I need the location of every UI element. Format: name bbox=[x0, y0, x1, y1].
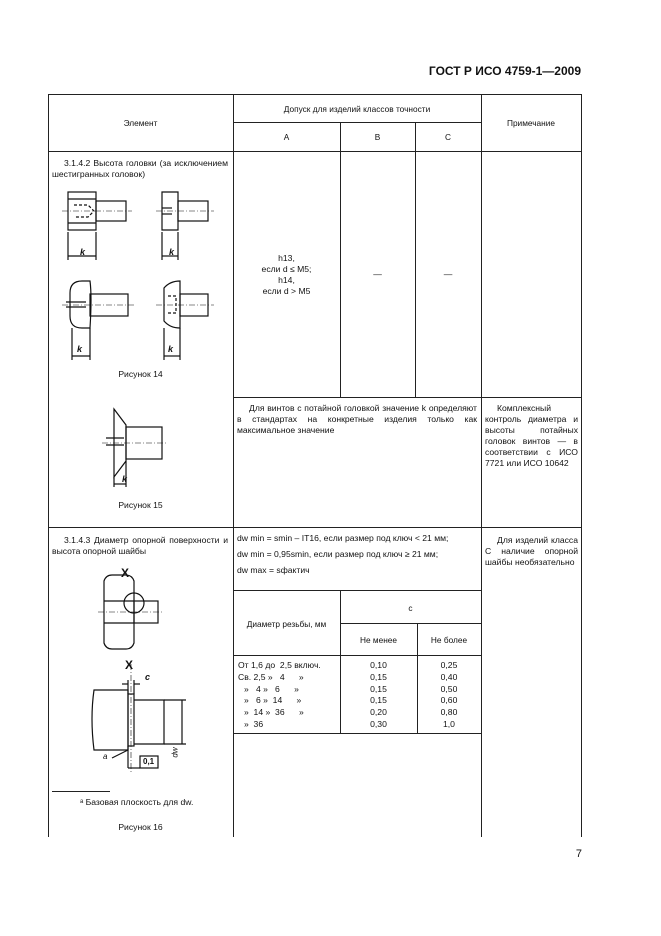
figure-label-x: X bbox=[125, 658, 134, 672]
c-min: 0,30 bbox=[370, 718, 387, 729]
page-number: 7 bbox=[575, 848, 582, 860]
thread-range: » 4 » 6 » bbox=[244, 683, 299, 694]
thread-range: » 36 bbox=[244, 718, 264, 729]
c-min: 0,15 bbox=[370, 671, 387, 682]
countersunk-text: Для винтов с потайной головкой значение k определяют в стандартах на конкретные изделия только как максимальное значение bbox=[237, 403, 477, 435]
subtable-header-min: Не менее bbox=[359, 635, 398, 645]
column-header-element: Элемент bbox=[123, 118, 158, 128]
class-a-line: если d > M5 bbox=[262, 286, 311, 296]
c-min: 0,15 bbox=[370, 683, 387, 694]
class-a-line: h13, bbox=[278, 253, 295, 263]
subtable-header-max: Не более bbox=[430, 635, 468, 645]
thread-range: » 6 » 14 » bbox=[244, 695, 302, 706]
c-max: 1,0 bbox=[443, 718, 455, 729]
c-min: 0,10 bbox=[370, 660, 387, 670]
c-max: 0,40 bbox=[440, 671, 458, 682]
thread-range: От 1,6 до 2,5 включ. bbox=[238, 660, 321, 670]
figure-16-top bbox=[96, 563, 166, 658]
section-title-head-height: 3.1.4.2 Высота головки (за исключением шестигранных головок) bbox=[52, 158, 228, 179]
column-header-class-b: B bbox=[374, 132, 381, 142]
figure-14-caption: Рисунок 14 bbox=[118, 369, 163, 379]
table-row bbox=[238, 672, 481, 684]
table-row bbox=[238, 719, 481, 731]
class-a-line: если d ≤ M5; bbox=[261, 264, 312, 274]
note-bearing-face: Для изделий класса С наличие опорной шайбы необязательно bbox=[485, 535, 578, 567]
footnote-rule bbox=[52, 791, 110, 792]
table-row bbox=[238, 660, 481, 672]
figure-label-a: a bbox=[103, 752, 108, 761]
table-row bbox=[238, 707, 481, 719]
note-head-height: Комплексный контроль диаметра и высоты потайных головок винтов — в соответствии с ИСО 7721 или ИСО 10642 bbox=[485, 403, 578, 468]
figure-15-caption: Рисунок 15 bbox=[118, 500, 163, 510]
column-header-note: Примечание bbox=[506, 118, 556, 128]
column-header-class-c: C bbox=[445, 132, 451, 142]
class-a-tolerance bbox=[236, 253, 337, 297]
dimension-label-k: k bbox=[168, 344, 174, 354]
section-title-bearing-face: 3.1.4.3 Диаметр опорной поверхности и высота опорной шайбы bbox=[52, 535, 228, 556]
figure-16-detail bbox=[84, 660, 194, 785]
column-header-tolerance: Допуск для изделий классов точности bbox=[283, 104, 431, 114]
class-a-line: h14, bbox=[278, 275, 295, 285]
figure-label-c: c bbox=[145, 672, 151, 682]
figure-tolerance-frame: 0,1 bbox=[143, 757, 155, 766]
c-min: 0,20 bbox=[370, 707, 387, 718]
formula-1: dw min = smin – IT16, если размер под ключ < 21 мм; bbox=[237, 533, 449, 543]
footnote: ᵃ Базовая плоскость для dw. bbox=[80, 797, 194, 807]
figure-14 bbox=[60, 188, 220, 368]
figure-15 bbox=[100, 405, 170, 495]
dimension-label-k: k bbox=[169, 247, 175, 257]
class-c-tolerance: — bbox=[443, 269, 453, 279]
column-header-class-a: A bbox=[283, 132, 290, 142]
document-header: ГОСТ Р ИСО 4759-1—2009 bbox=[428, 64, 581, 78]
thread-range: » 14 » 36 » bbox=[244, 707, 304, 718]
figure-label-x: X bbox=[121, 566, 130, 580]
formula-3: dw max = sфактич bbox=[237, 565, 310, 575]
subtable-header-diameter: Диаметр резьбы, мм bbox=[246, 619, 327, 629]
formula-block bbox=[237, 533, 479, 576]
c-max: 0,60 bbox=[440, 695, 458, 706]
c-min: 0,15 bbox=[370, 695, 387, 706]
c-max: 0,80 bbox=[440, 707, 458, 718]
c-max: 0,50 bbox=[440, 683, 458, 694]
class-b-tolerance: — bbox=[373, 269, 382, 279]
dimension-label-k: k bbox=[122, 474, 128, 484]
table-row bbox=[238, 695, 481, 707]
subtable-header-c: c bbox=[408, 603, 413, 613]
c-max: 0,25 bbox=[440, 660, 458, 670]
dimension-label-k: k bbox=[77, 344, 83, 354]
figure-16-caption: Рисунок 16 bbox=[118, 822, 163, 832]
figure-label-dw: dw bbox=[170, 747, 180, 758]
formula-2: dw min = 0,95smin, если размер под ключ ≥ 21 мм; bbox=[237, 549, 439, 559]
thread-range: Св. 2,5 » 4 » bbox=[238, 671, 304, 682]
dimension-label-k: k bbox=[80, 247, 86, 257]
subtable-body bbox=[238, 660, 481, 731]
table-row bbox=[238, 684, 481, 696]
